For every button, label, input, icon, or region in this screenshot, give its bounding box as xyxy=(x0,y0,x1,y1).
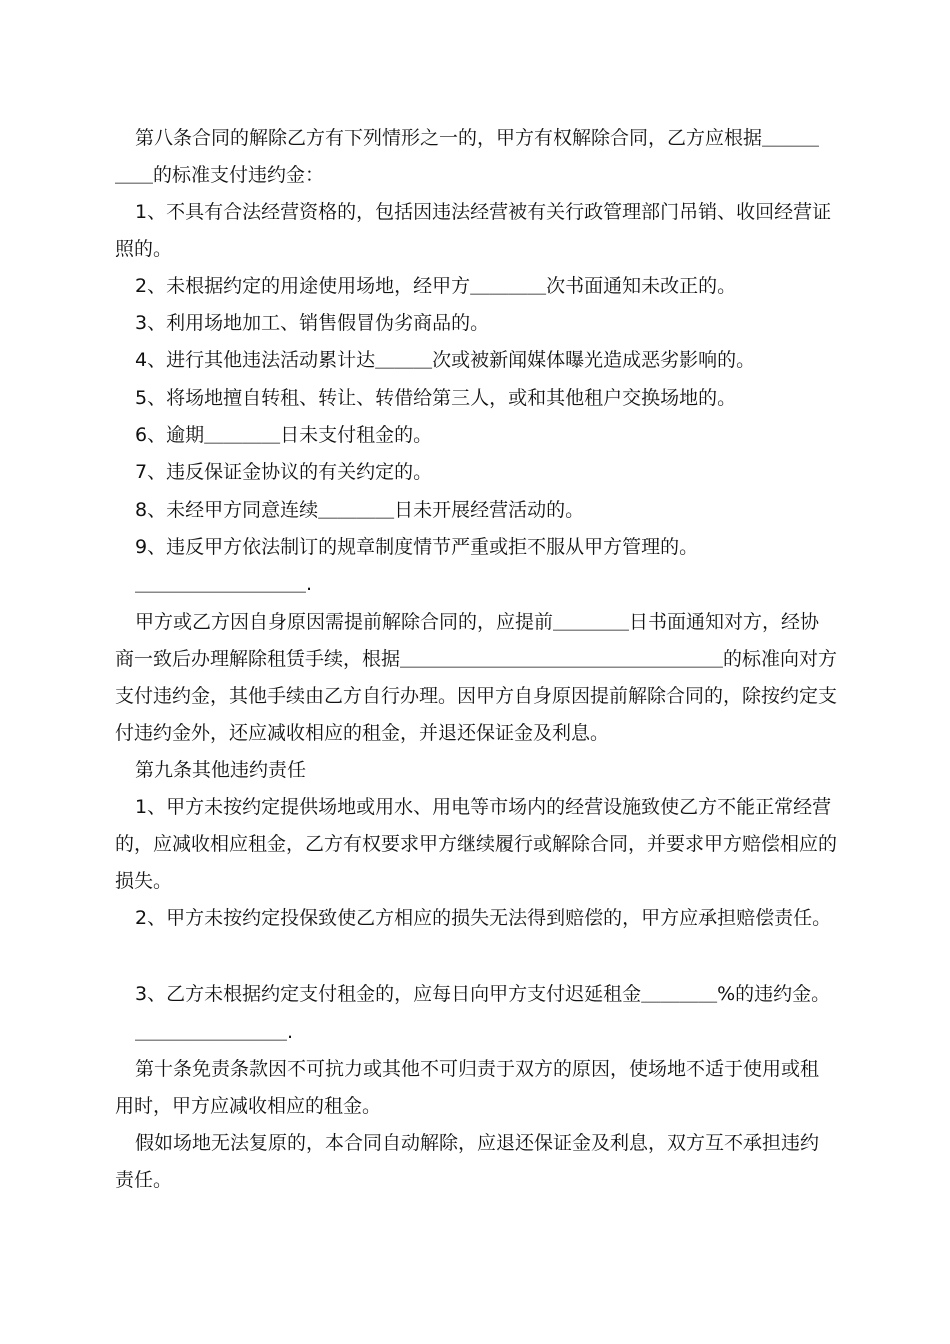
list-item: 8、未经甲方同意连续＿＿＿＿日未开展经营活动的。 xyxy=(135,499,585,521)
early-termination-paragraph: 甲方或乙方因自身原因需提前解除合同的，应提前＿＿＿＿日书面通知对方，经协商一致后办理解除租赁手续，根据＿＿＿＿＿＿＿＿＿＿＿＿＿＿＿＿＿的标准向对方支付违约金，其他手续由乙方自行办理。因甲方自身原因提前解除合同的，除按约定支付违约金外，还应减收相应的租金，并退还保证金及利息。 xyxy=(115,611,838,744)
list-item: 1、甲方未按约定提供场地或用水、用电等市场内的经营设施致使乙方不能正常经营的，应减收相应租金，乙方有权要求甲方继续履行或解除合同，并要求甲方赔偿相应的损失。 xyxy=(115,796,838,892)
list-item: 7、违反保证金协议的有关约定的。 xyxy=(135,461,433,483)
fill-in-blank: ＿＿＿＿＿＿＿＿＿. xyxy=(135,573,313,595)
list-item: 1、不具有合法经营资格的，包括因违法经营被有关行政管理部门吊销、收回经营证照的。 xyxy=(115,201,832,260)
article-9-heading: 第九条其他违约责任 xyxy=(135,759,307,781)
list-item: 4、进行其他违法活动累计达＿＿＿次或被新闻媒体曝光造成恶劣影响的。 xyxy=(135,349,756,371)
list-item: 9、违反甲方依法制订的规章制度情节严重或拒不服从甲方管理的。 xyxy=(135,536,699,558)
list-item: 3、乙方未根据约定支付租金的，应每日向甲方支付迟延租金＿＿＿＿%的违约金。 xyxy=(135,983,831,1005)
dissolution-paragraph: 假如场地无法复原的，本合同自动解除，应退还保证金及利息，双方互不承担违约责任。 xyxy=(115,1132,820,1191)
list-item: 6、逾期＿＿＿＿日未支付租金的。 xyxy=(135,424,433,446)
article-10-paragraph: 第十条免责条款因不可抗力或其他不可归责于双方的原因，使场地不适于使用或租用时，甲方应减收相应的租金。 xyxy=(115,1058,820,1117)
list-item: 2、甲方未按约定投保致使乙方相应的损失无法得到赔偿的，甲方应承担赔偿责任。 xyxy=(135,907,832,929)
article-8-paragraph: 第八条合同的解除乙方有下列情形之一的，甲方有权解除合同，乙方应根据＿＿＿＿＿的标准支付违约金： xyxy=(115,127,820,186)
list-item: 2、未根据约定的用途使用场地，经甲方＿＿＿＿次书面通知未改正的。 xyxy=(135,275,737,297)
list-item: 5、将场地擅自转租、转让、转借给第三人，或和其他租户交换场地的。 xyxy=(135,387,737,409)
fill-in-blank: ＿＿＿＿＿＿＿＿. xyxy=(135,1021,294,1043)
list-item: 3、利用场地加工、销售假冒伪劣商品的。 xyxy=(135,312,490,334)
